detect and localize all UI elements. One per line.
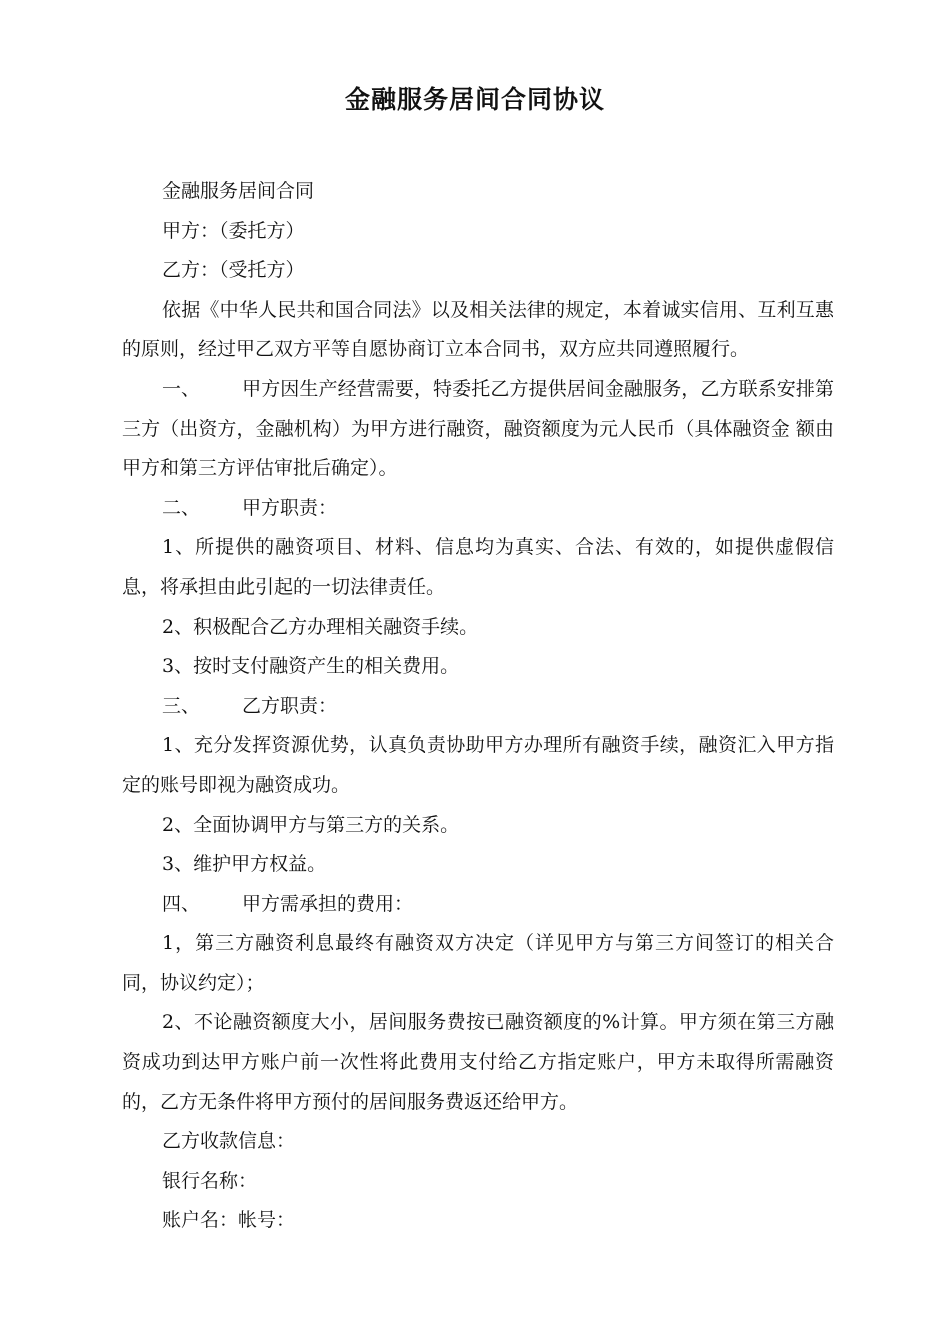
section-2-item: 3、按时支付融资产生的相关费用。	[162, 655, 460, 678]
section-1-text: 甲方因生产经营需要，特委托乙方提供居间金融服务，乙方联系安排第 三方（出资方，金融机构）为甲方进行融资，融资额度为元人民币（具体融资金 额由甲方和第三方评估审批后确定）。	[122, 377, 834, 480]
section-2-title: 甲方职责：	[242, 496, 338, 519]
section-3-item: 3、维护甲方权益。	[162, 853, 327, 876]
section-2-item: 2、积极配合乙方办理相关融资手续。	[162, 615, 479, 638]
preamble-paragraph: 依据《中华人民共和国合同法》以及相关法律的规定，本着诚实信用、互利互惠的原则，经过甲乙双方平等自愿协商订立本合同书，双方应共同遵照履行。	[122, 298, 834, 361]
section-3-heading	[122, 687, 834, 727]
document-body	[122, 172, 834, 1241]
section-3-item: 1、充分发挥资源优势，认真负责协助甲方办理所有融资手续，融资汇入甲方指定的账号即视为融资成功。	[122, 734, 834, 796]
section-3-number: 三、	[162, 694, 201, 717]
party-a-line: 甲方：（委托方）	[162, 219, 305, 242]
section-1-number: 一、	[162, 377, 201, 400]
section-3-item: 2、全面协调甲方与第三方的关系。	[162, 813, 460, 836]
section-2-number: 二、	[162, 496, 201, 519]
section-4-item: 1，第三方融资利息最终有融资双方决定（详见甲方与第三方间签订的相关合同，协议约定）；	[122, 932, 834, 994]
section-4-title: 甲方需承担的费用：	[242, 892, 414, 915]
section-3-title: 乙方职责：	[242, 694, 338, 717]
section-4-number: 四、	[162, 892, 201, 915]
party-b-line: 乙方：（受托方）	[162, 259, 305, 282]
account-line: 账户名：帐号：	[162, 1209, 296, 1232]
section-1	[122, 370, 834, 489]
document-title: 金融服务居间合同协议	[344, 85, 605, 114]
section-4-item: 2、不论融资额度大小，居间服务费按已融资额度的%计算。甲方须在第三方融资成功到达甲方账户前一次性将此费用支付给乙方指定账户，甲方未取得所需融资的，乙方无条件将甲方预付的居间服务费返还给甲方。	[122, 1011, 834, 1113]
section-4-heading	[122, 885, 834, 925]
section-2-heading	[122, 489, 834, 529]
contract-subtitle: 金融服务居间合同	[162, 180, 315, 202]
section-2-item: 1、所提供的融资项目、材料、信息均为真实、合法、有效的，如提供虚假信息，将承担由此引起的一切法律责任。	[122, 536, 834, 598]
payment-info-heading: 乙方收款信息：	[162, 1130, 296, 1153]
bank-name-line: 银行名称：	[162, 1169, 258, 1192]
